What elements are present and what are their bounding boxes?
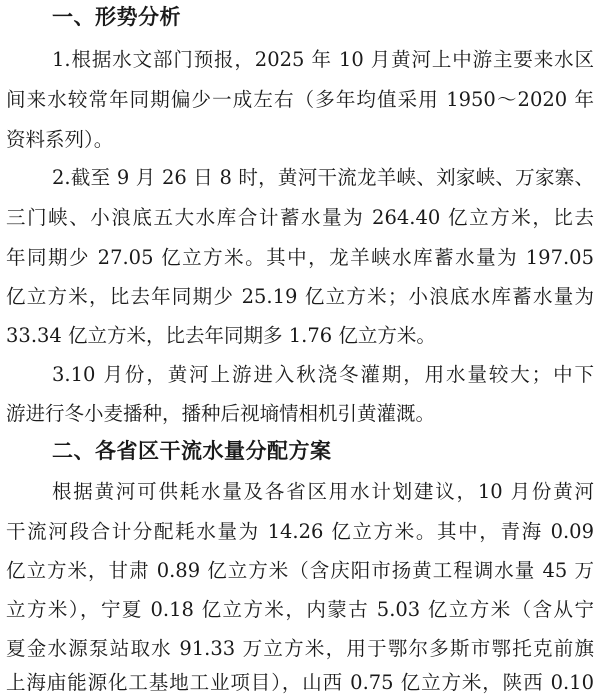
section-heading-allocation-plan: 二、各省区干流水量分配方案 xyxy=(52,439,332,463)
paragraph-line: 干流河段合计分配耗水量为 14.26 亿立方米。其中，青海 0.09 xyxy=(6,520,594,543)
section-heading-situation-analysis: 一、形势分析 xyxy=(52,5,181,29)
paragraph-line: 立方米），宁夏 0.18 亿立方米，内蒙古 5.03 亿立方米（含从宁 xyxy=(6,598,594,621)
paragraph-line: 2.截至 9 月 26 日 8 时，黄河干流龙羊峡、刘家峡、万家寨、 xyxy=(52,166,594,189)
paragraph-line: 资料系列）。 xyxy=(6,128,114,151)
paragraph-line: 三门峡、小浪底五大水库合计蓄水量为 264.40 亿立方米，比去 xyxy=(6,206,594,229)
paragraph-line: 33.34 亿立方米，比去年同期多 1.76 亿立方米。 xyxy=(6,324,436,347)
paragraph-line: 根据黄河可供耗水量及各省区用水计划建议，10 月份黄河 xyxy=(52,480,594,503)
paragraph-line: 上海庙能源化工基地工业项目），山西 0.75 亿立方米，陕西 0.10 xyxy=(6,671,594,694)
paragraph-line: 间来水较常年同期偏少一成左右（多年均值采用 1950～2020 年 xyxy=(6,88,594,111)
paragraph-line: 夏金水源泵站取水 91.33 万立方米，用于鄂尔多斯市鄂托克前旗 xyxy=(6,637,594,660)
paragraph-line: 亿立方米，比去年同期少 25.19 亿立方米；小浪底水库蓄水量为 xyxy=(6,285,594,308)
paragraph-line: 年同期少 27.05 亿立方米。其中，龙羊峡水库蓄水量为 197.05 xyxy=(6,246,594,269)
paragraph-line: 1.根据水文部门预报，2025 年 10 月黄河上中游主要来水区 xyxy=(52,48,594,71)
paragraph-line: 亿立方米，甘肃 0.89 亿立方米（含庆阳市扬黄工程调水量 45 万 xyxy=(6,559,594,582)
paragraph-line: 游进行冬小麦播种，播种后视墒情相机引黄灌溉。 xyxy=(6,402,436,425)
paragraph-line: 3.10 月份，黄河上游进入秋浇冬灌期，用水量较大；中下 xyxy=(52,363,594,386)
